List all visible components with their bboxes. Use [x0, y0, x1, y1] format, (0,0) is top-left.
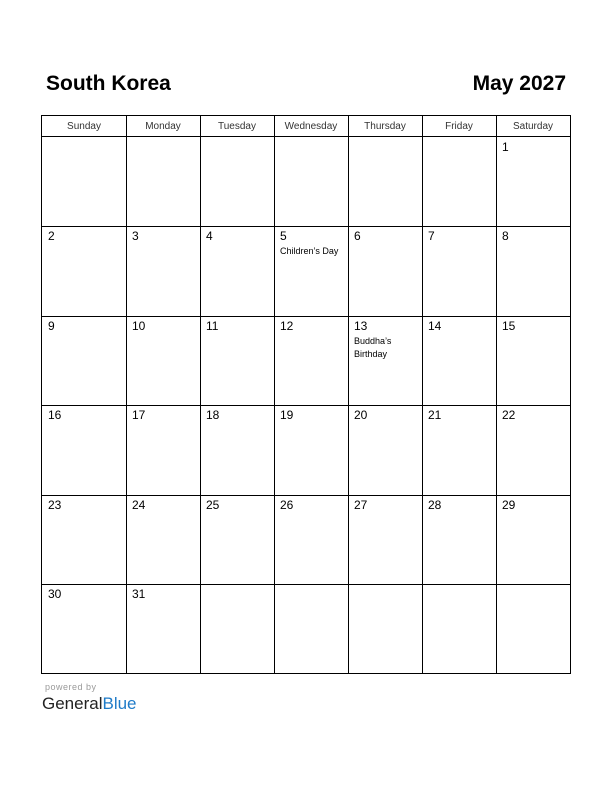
weekday-header-sunday: Sunday [67, 121, 101, 132]
empty-day-cell[interactable] [422, 137, 496, 226]
empty-day-cell[interactable] [42, 137, 126, 226]
day-cell-9[interactable] [42, 316, 126, 405]
day-number: 4 [206, 229, 213, 243]
day-cell-4[interactable] [200, 226, 274, 316]
empty-day-cell[interactable] [348, 584, 422, 673]
empty-day-cell[interactable] [200, 137, 274, 226]
day-number: 1 [502, 140, 509, 154]
day-number: 19 [280, 408, 294, 422]
holiday-label: Buddha’s Birthday [354, 336, 392, 359]
day-number: 15 [502, 319, 516, 333]
day-number: 30 [48, 587, 62, 601]
day-cell-15[interactable] [496, 316, 570, 405]
powered-by-label: powered by [45, 682, 97, 692]
weekday-header-wednesday: Wednesday [284, 121, 338, 132]
day-number: 22 [502, 408, 516, 422]
empty-day-cell[interactable] [274, 137, 348, 226]
country-title: South Korea [46, 72, 171, 95]
day-number: 14 [428, 319, 442, 333]
day-number: 23 [48, 498, 62, 512]
day-cell-30[interactable] [42, 584, 126, 673]
day-number: 6 [354, 229, 361, 243]
day-cell-27[interactable] [348, 495, 422, 584]
weekday-header-friday: Friday [445, 121, 473, 132]
empty-day-cell[interactable] [348, 137, 422, 226]
generalblue-logo[interactable] [42, 694, 137, 714]
empty-day-cell[interactable] [422, 584, 496, 673]
day-cell-13[interactable] [348, 316, 422, 405]
day-cell-23[interactable] [42, 495, 126, 584]
day-cell-10[interactable] [126, 316, 200, 405]
day-cell-2[interactable] [42, 226, 126, 316]
day-cell-18[interactable] [200, 405, 274, 495]
day-cell-25[interactable] [200, 495, 274, 584]
day-number: 7 [428, 229, 435, 243]
day-number: 31 [132, 587, 146, 601]
empty-day-cell[interactable] [200, 584, 274, 673]
day-cell-1[interactable] [496, 137, 570, 226]
day-cell-19[interactable] [274, 405, 348, 495]
day-number: 29 [502, 498, 516, 512]
day-number: 17 [132, 408, 146, 422]
day-cell-14[interactable] [422, 316, 496, 405]
holiday-label: Children’s Day [280, 246, 339, 256]
day-number: 18 [206, 408, 220, 422]
day-number: 9 [48, 319, 55, 333]
day-cell-26[interactable] [274, 495, 348, 584]
day-number: 25 [206, 498, 220, 512]
day-cell-24[interactable] [126, 495, 200, 584]
day-cell-12[interactable] [274, 316, 348, 405]
day-cell-29[interactable] [496, 495, 570, 584]
weekday-header-monday: Monday [145, 121, 181, 132]
empty-day-cell[interactable] [274, 584, 348, 673]
day-cell-20[interactable] [348, 405, 422, 495]
day-number: 27 [354, 498, 368, 512]
day-number: 3 [132, 229, 139, 243]
day-cell-5[interactable] [274, 226, 348, 316]
brand-general-text: General [42, 694, 103, 713]
day-cell-28[interactable] [422, 495, 496, 584]
empty-day-cell[interactable] [126, 137, 200, 226]
day-number: 12 [280, 319, 294, 333]
day-number: 10 [132, 319, 146, 333]
day-cell-17[interactable] [126, 405, 200, 495]
day-number: 11 [206, 319, 219, 333]
day-number: 21 [428, 408, 442, 422]
day-number: 2 [48, 229, 55, 243]
month-year-title: May 2027 [472, 72, 566, 95]
day-number: 28 [428, 498, 442, 512]
day-cell-11[interactable] [200, 316, 274, 405]
day-number: 5 [280, 229, 287, 243]
day-number: 26 [280, 498, 294, 512]
calendar-grid [41, 115, 571, 674]
day-number: 13 [354, 319, 368, 333]
day-cell-21[interactable] [422, 405, 496, 495]
day-number: 8 [502, 229, 509, 243]
day-cell-31[interactable] [126, 584, 200, 673]
day-cell-16[interactable] [42, 405, 126, 495]
day-cell-8[interactable] [496, 226, 570, 316]
weekday-header-tuesday: Tuesday [218, 121, 256, 132]
day-number: 20 [354, 408, 368, 422]
day-number: 16 [48, 408, 62, 422]
day-cell-3[interactable] [126, 226, 200, 316]
day-number: 24 [132, 498, 146, 512]
weekday-header-row [42, 116, 570, 137]
weekday-header-saturday: Saturday [512, 121, 554, 132]
brand-blue-text: Blue [102, 694, 137, 713]
day-cell-6[interactable] [348, 226, 422, 316]
weekday-header-thursday: Thursday [364, 121, 406, 132]
empty-day-cell[interactable] [496, 584, 570, 673]
day-cell-7[interactable] [422, 226, 496, 316]
day-cell-22[interactable] [496, 405, 570, 495]
